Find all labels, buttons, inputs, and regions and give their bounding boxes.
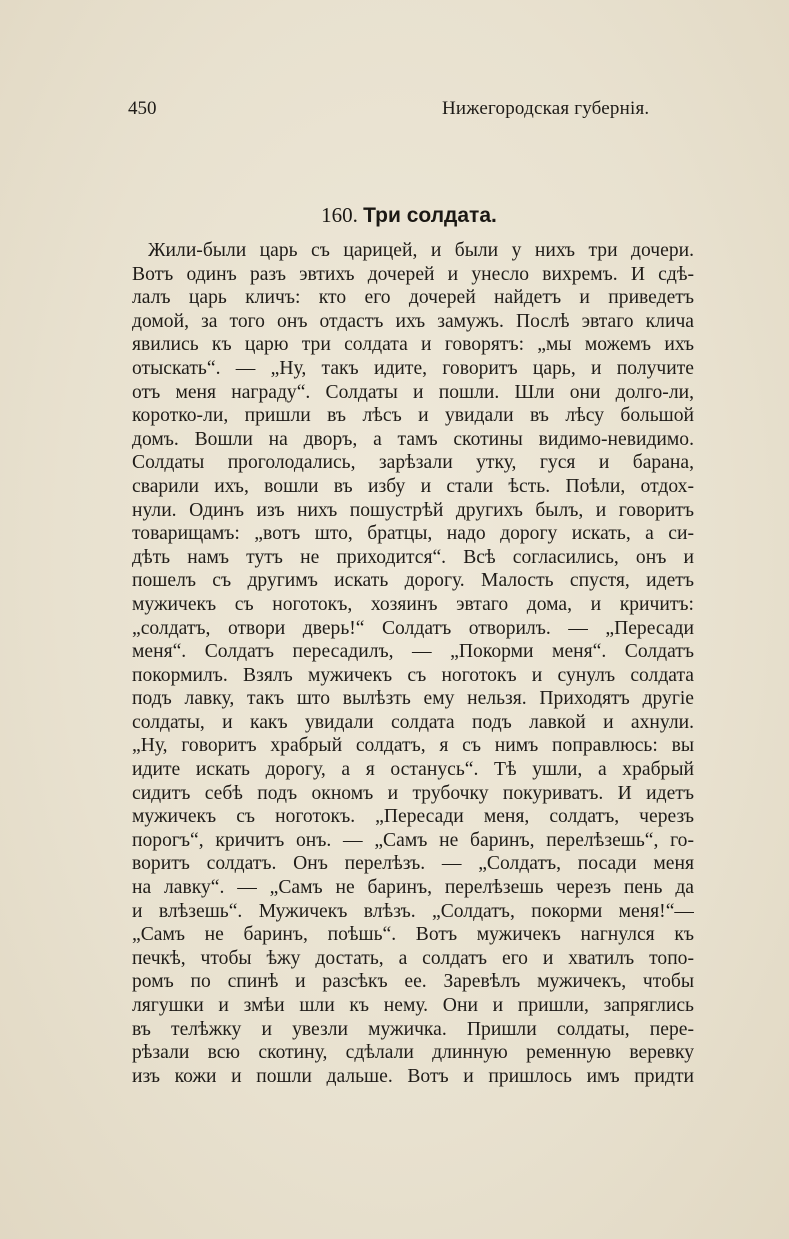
story-title: [128, 200, 690, 231]
text-line: Солдаты проголодались, зарѣзали утку, гуся и барана,: [132, 452, 694, 474]
text-line: отыскать“. — „Ну, такъ идите, говоритъ царь, и получите: [132, 357, 694, 379]
text-line: сидитъ себѣ подъ окномъ и трубочку покуриватъ. И идетъ: [132, 782, 694, 804]
text-line: подъ лавку, такъ што вылѣзть ему нельзя. Приходятъ другіе: [132, 688, 694, 710]
text-line: мужичекъ съ ноготокъ, хозяинъ эвтаго дома, и кричитъ:: [132, 593, 694, 615]
text-line: товарищамъ: „вотъ што, братцы, надо дорогу искать, а си-: [132, 523, 694, 545]
page-number: 450: [128, 98, 157, 119]
text-line: ромъ по спинѣ и разсѣкъ ее. Заревѣлъ мужичекъ, чтобы: [132, 971, 694, 993]
text-line: Вотъ одинъ разъ эвтихъ дочерей и унесло вихремъ. И сдѣ-: [132, 263, 694, 285]
text-line: рѣзали всю скотину, сдѣлали длинную ременную веревку: [132, 1042, 694, 1064]
text-line: печкѣ, чтобы ѣжу достать, а солдатъ его и хватилъ топо-: [132, 947, 694, 969]
text-line: идите искать дорогу, а я останусь“. Тѣ ушли, а храбрый: [132, 759, 694, 781]
text-line: лалъ царь кличъ: кто его дочерей найдетъ и приведетъ: [132, 287, 694, 309]
text-line: „Ну, говоритъ храбрый солдатъ, я съ нимъ поправлюсь: вы: [132, 735, 694, 757]
text-line: воритъ солдатъ. Онъ перелѣзъ. — „Солдатъ, посади меня: [132, 853, 694, 875]
text-line: дѣть намъ тутъ не приходится“. Всѣ согласились, онъ и: [132, 546, 694, 568]
text-line: въ телѣжку и увезли мужичка. Пришли солдаты, пере-: [132, 1018, 694, 1040]
text-line: сварили ихъ, вошли въ избу и стали ѣсть. Поѣли, отдох-: [132, 475, 694, 497]
text-line: Жили-были царь съ царицей, и были у нихъ три дочери.: [148, 240, 694, 261]
text-line: коротко-ли, пришли въ лѣсъ и увидали въ лѣсу большой: [132, 405, 694, 427]
text-line: и влѣзешь“. Мужичекъ влѣзъ. „Солдатъ, покорми меня!“—: [132, 900, 694, 922]
text-line: „солдатъ, отвори дверь!“ Солдатъ отворилъ. — „Пересади: [132, 617, 694, 639]
text-line: покормилъ. Взялъ мужичекъ съ ноготокъ и сунулъ солдата: [132, 664, 694, 686]
page-header: [128, 98, 690, 128]
text-line: нули. Одинъ изъ нихъ пошустрѣй другихъ былъ, и говоритъ: [132, 499, 694, 521]
story-title-text: Три солдата.: [363, 204, 497, 227]
text-line: пошелъ съ другимъ искать дорогу. Малость спустя, идетъ: [132, 570, 694, 592]
story-number: 160.: [321, 203, 358, 227]
running-title: Нижегородская губернія.: [442, 98, 650, 119]
text-line: мужичекъ съ ноготокъ. „Пересади меня, солдатъ, черезъ: [132, 806, 694, 828]
text-line: явились къ царю три солдата и говорятъ: „мы можемъ ихъ: [132, 334, 694, 356]
text-line: домой, за того онъ отдастъ ихъ замужъ. Послѣ эвтаго клича: [132, 310, 694, 332]
text-line: изъ кожи и пошли дальше. Вотъ и пришлось имъ придти: [132, 1065, 694, 1087]
text-line: „Самъ не баринъ, поѣшь“. Вотъ мужичекъ нагнулся къ: [132, 924, 694, 946]
text-line: меня“. Солдатъ пересадилъ, — „Покорми меня“. Солдатъ: [132, 641, 694, 663]
text-line: домъ. Вошли на дворъ, а тамъ скотины видимо-невидимо.: [132, 428, 694, 450]
text-line: лягушки и змѣи шли къ нему. Они и пришли, запряглись: [132, 995, 694, 1016]
text-line: порогъ“, кричитъ онъ. — „Самъ не баринъ, перелѣзешь“, го-: [132, 829, 694, 851]
story-body: [132, 239, 694, 1088]
text-line: отъ меня награду“. Солдаты и пошли. Шли они долго-ли,: [132, 381, 694, 403]
text-line: на лавку“. — „Самъ не баринъ, перелѣзешь черезъ пень да: [132, 877, 694, 899]
text-line: солдаты, и какъ увидали солдата подъ лавкой и ахнули.: [132, 711, 694, 733]
